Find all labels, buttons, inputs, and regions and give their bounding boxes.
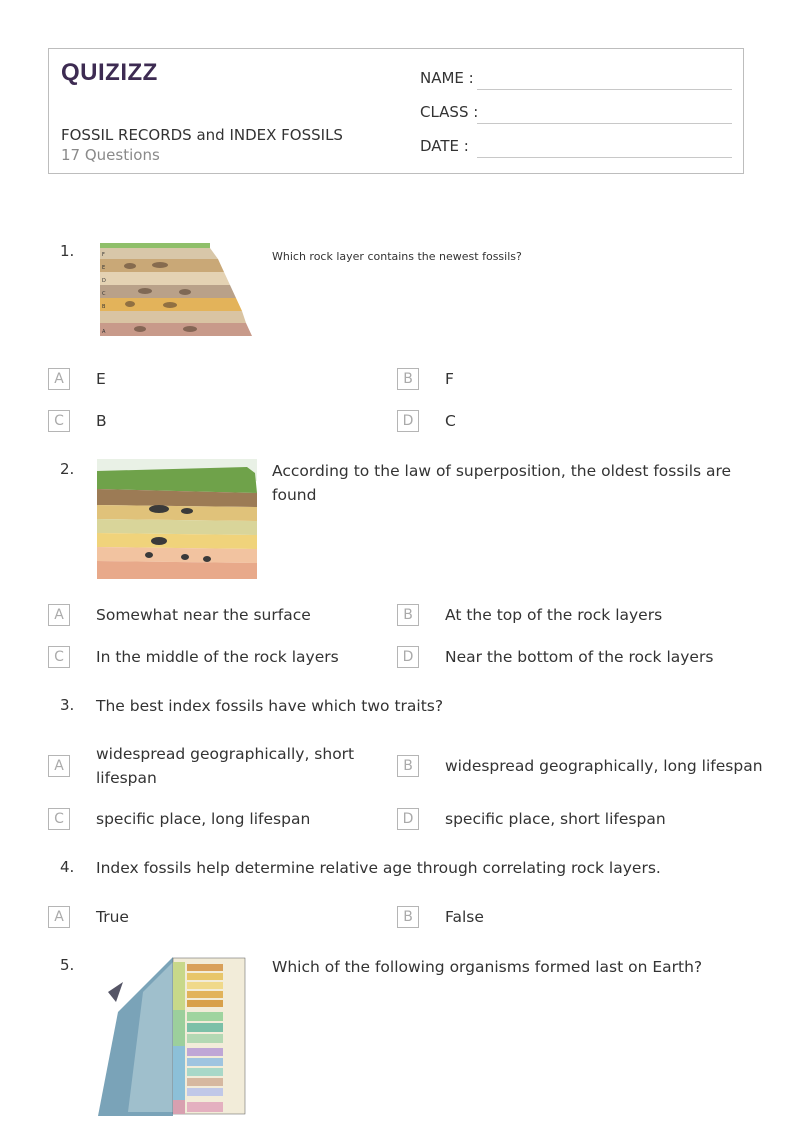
option-box[interactable]: B bbox=[397, 604, 419, 626]
option-text: In the middle of the rock layers bbox=[96, 648, 339, 666]
option-box[interactable]: C bbox=[48, 410, 70, 432]
question-number: 3. bbox=[60, 696, 75, 714]
option-box[interactable]: B bbox=[397, 755, 419, 777]
worksheet-header bbox=[48, 48, 744, 174]
question-text: Index fossils help determine relative age through correlating rock layers. bbox=[96, 859, 661, 877]
option-box[interactable]: C bbox=[48, 646, 70, 668]
option-text: Near the bottom of the rock layers bbox=[445, 648, 714, 666]
layer-label-d: D bbox=[102, 278, 106, 284]
class-line bbox=[477, 123, 732, 124]
option-box[interactable]: D bbox=[397, 646, 419, 668]
option-text: Somewhat near the surface bbox=[96, 606, 311, 624]
quizizz-logo: QUIZIZZ bbox=[61, 59, 158, 86]
date-label: DATE : bbox=[420, 137, 469, 155]
name-label: NAME : bbox=[420, 69, 474, 87]
question-text: Which of the following organisms formed last on Earth? bbox=[272, 958, 703, 976]
date-line bbox=[477, 157, 732, 158]
question-number: 5. bbox=[60, 956, 75, 974]
question-number: 1. bbox=[60, 242, 75, 260]
option-text: At the top of the rock layers bbox=[445, 606, 663, 624]
option-text: E bbox=[96, 370, 106, 388]
layer-label-a: A bbox=[102, 329, 106, 335]
class-label: CLASS : bbox=[420, 103, 479, 121]
option-text: True bbox=[96, 908, 129, 926]
option-text: False bbox=[445, 908, 484, 926]
option-text: specific place, long lifespan bbox=[96, 810, 311, 828]
rock-layers-image bbox=[100, 243, 252, 336]
option-box[interactable]: D bbox=[397, 808, 419, 830]
layer-label-c: C bbox=[102, 291, 106, 297]
option-box[interactable]: A bbox=[48, 368, 70, 390]
option-text: widespread geographically, long lifespan bbox=[445, 757, 763, 775]
name-line bbox=[477, 89, 732, 90]
option-box[interactable]: A bbox=[48, 755, 70, 777]
option-text: widespread geographically, short lifespan bbox=[96, 745, 355, 787]
question-count: 17 Questions bbox=[61, 146, 160, 164]
question-text: Which rock layer contains the newest fossils? bbox=[272, 250, 522, 263]
option-text: F bbox=[445, 370, 454, 388]
option-text: B bbox=[96, 412, 107, 430]
option-text: C bbox=[445, 412, 456, 430]
option-box[interactable]: A bbox=[48, 604, 70, 626]
layer-label-b: B bbox=[102, 304, 106, 310]
option-box[interactable]: A bbox=[48, 906, 70, 928]
geologic-time-scale-image bbox=[98, 952, 258, 1116]
layer-label-f: F bbox=[102, 252, 105, 258]
layer-label-e: E bbox=[102, 265, 106, 271]
option-text: specific place, short lifespan bbox=[445, 810, 666, 828]
worksheet-title: FOSSIL RECORDS and INDEX FOSSILS bbox=[61, 126, 343, 144]
question-number: 4. bbox=[60, 858, 75, 876]
question-text: The best index fossils have which two traits? bbox=[96, 697, 444, 715]
superposition-image bbox=[97, 459, 257, 579]
question-number: 2. bbox=[60, 460, 75, 478]
option-box[interactable]: D bbox=[397, 410, 419, 432]
option-box[interactable]: B bbox=[397, 368, 419, 390]
option-box[interactable]: B bbox=[397, 906, 419, 928]
option-box[interactable]: C bbox=[48, 808, 70, 830]
question-text: According to the law of superposition, the oldest fossils are found bbox=[272, 462, 732, 504]
